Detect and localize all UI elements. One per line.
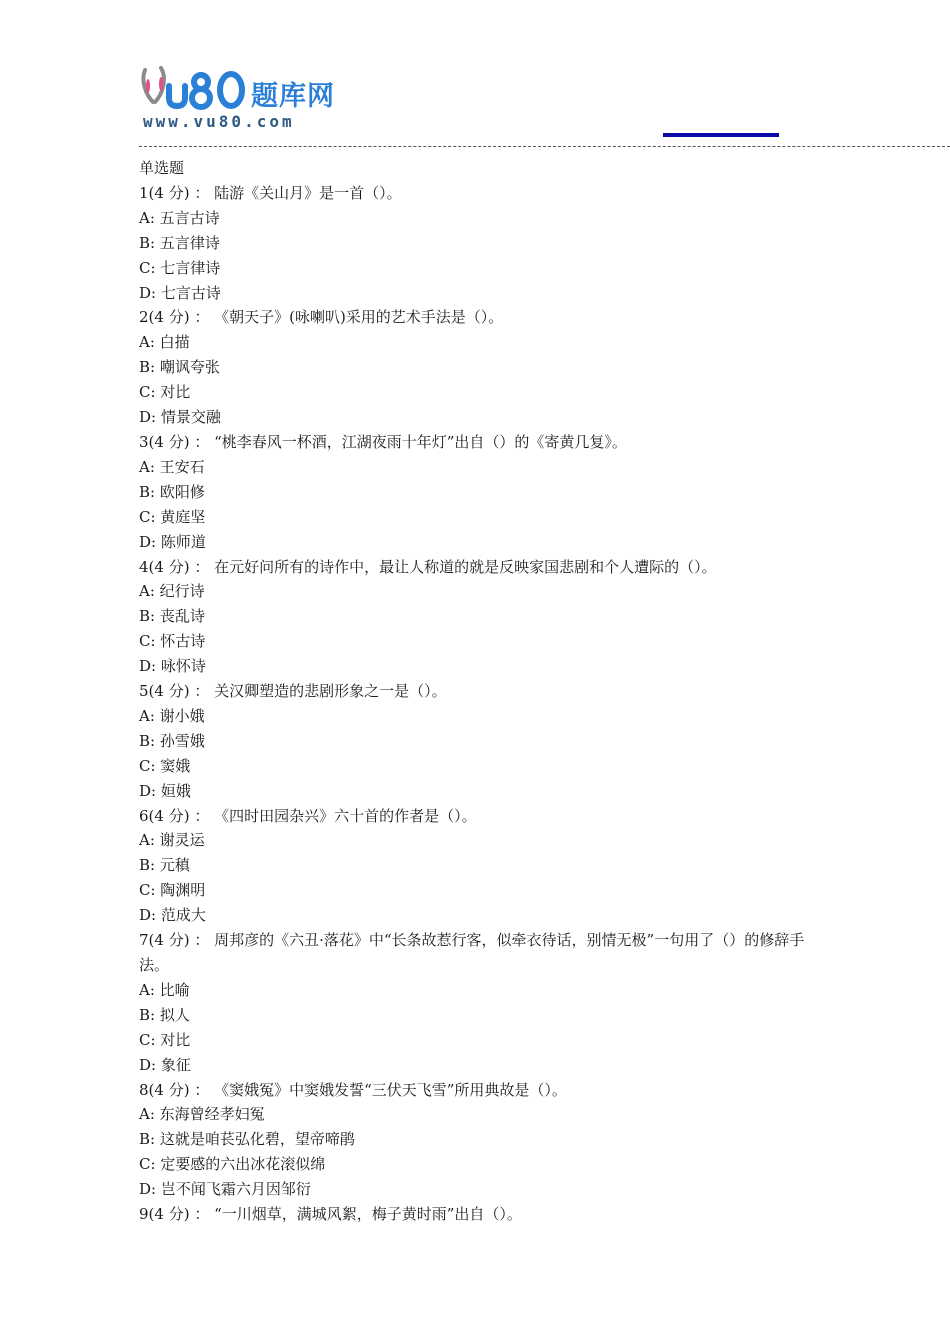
answer-option: D: 岂不闻飞霜六月因邹衍	[139, 1180, 311, 1199]
answer-option: A: 纪行诗	[139, 582, 205, 601]
answer-option: D: 咏怀诗	[139, 657, 206, 676]
answer-option: C: 对比	[139, 1030, 191, 1049]
question-stem: 8(4 分) ： 《窦娥冤》中窦娥发誓“三伏天飞雪”所用典故是（）。	[139, 1080, 567, 1099]
question-list	[139, 181, 839, 1227]
question-stem: 4(4 分) ： 在元好问所有的诗作中，最让人称道的就是反映家国悲剧和个人遭际的（）。	[139, 557, 717, 576]
answer-option: A: 五言古诗	[139, 208, 220, 227]
question-item	[139, 928, 839, 1077]
answer-option: A: 谢小娥	[139, 706, 205, 725]
answer-option: D: 象征	[139, 1055, 191, 1074]
answer-option: A: 谢灵运	[139, 831, 205, 850]
question-stem: 1(4 分) ： 陆游《关山月》是一首（）。	[139, 183, 402, 202]
question-item	[139, 1078, 839, 1203]
answer-option: D: 情景交融	[139, 408, 221, 427]
answer-option: B: 拟人	[139, 1005, 190, 1024]
answer-option: B: 嘲讽夸张	[139, 358, 220, 377]
question-stem: 9(4 分) ： “一川烟草，满城风絮，梅子黄时雨”出自（）。	[139, 1205, 522, 1224]
answer-option: C: 陶渊明	[139, 881, 206, 900]
answer-option: D: 姮娥	[139, 781, 191, 800]
question-item	[139, 430, 839, 555]
site-logo	[139, 66, 361, 134]
answer-option: B: 五言律诗	[139, 233, 220, 252]
answer-option: A: 比喻	[139, 980, 190, 999]
question-item	[139, 679, 839, 804]
answer-option: C: 七言律诗	[139, 258, 221, 277]
section-title: 单选题	[139, 159, 185, 177]
question-stem: 3(4 分) ： “桃李春风一杯酒，江湖夜雨十年灯”出自（）的《寄黄几复》。	[139, 432, 627, 451]
logo-url: www.vu80.com	[143, 112, 295, 131]
answer-option: C: 怀古诗	[139, 632, 206, 651]
answer-option: C: 窦娥	[139, 756, 191, 775]
answer-option: B: 孙雪娥	[139, 731, 205, 750]
logo-brand-text: 题库网	[251, 81, 335, 112]
question-item	[139, 1202, 839, 1227]
answer-option: C: 对比	[139, 383, 191, 402]
question-item	[139, 804, 839, 929]
question-stem: 6(4 分) ： 《四时田园杂兴》六十首的作者是（）。	[139, 806, 477, 825]
answer-option: A: 东海曾经孝妇冤	[139, 1105, 265, 1124]
question-stem: 5(4 分) ： 关汉卿塑造的悲剧形象之一是（）。	[139, 682, 447, 701]
answer-option: B: 这就是咱苌弘化碧，望帝啼鹃	[139, 1130, 355, 1149]
answer-option: D: 陈师道	[139, 532, 206, 551]
question-item	[139, 555, 839, 680]
answer-option: B: 欧阳修	[139, 482, 205, 501]
document-body	[139, 156, 839, 1227]
question-stem: 2(4 分) ： 《朝天子》(咏喇叭)采用的艺术手法是（）。	[139, 308, 504, 327]
answer-option: D: 范成大	[139, 906, 206, 925]
answer-option: B: 元稹	[139, 856, 190, 875]
answer-option: C: 黄庭坚	[139, 507, 206, 526]
answer-option: A: 王安石	[139, 457, 205, 476]
question-stem: 7(4 分) ： 周邦彦的《六丑·落花》中“长条故惹行客，似牵衣待话，别情无极”一句用了（）的修辞手法。	[139, 931, 805, 974]
answer-option: D: 七言古诗	[139, 283, 221, 302]
dashed-divider	[139, 146, 950, 147]
answer-option: C: 定要感的六出冰花滚似绵	[139, 1155, 326, 1174]
question-item	[139, 181, 839, 306]
question-item	[139, 305, 839, 430]
header-link-underline	[663, 133, 779, 137]
answer-option: A: 白描	[139, 333, 190, 352]
answer-option: B: 丧乱诗	[139, 607, 205, 626]
